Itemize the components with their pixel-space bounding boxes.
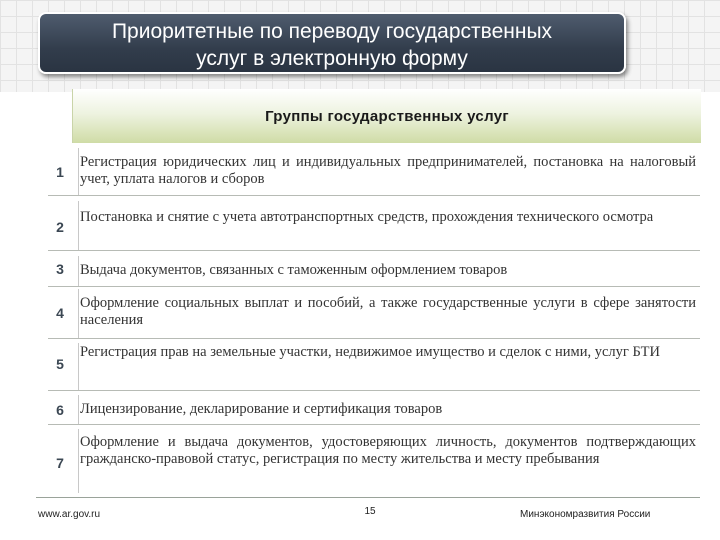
group-row-4 <box>48 289 700 339</box>
group-number: 5 <box>56 356 64 372</box>
slide-title-line-1: Приоритетные по переводу государственных <box>111 20 553 43</box>
group-text: Выдача документов, связанных с таможенным оформлением товаров <box>80 262 508 278</box>
row-divider <box>78 256 79 287</box>
group-row-6 <box>48 395 700 425</box>
group-row-2 <box>48 201 700 251</box>
row-divider <box>78 289 79 339</box>
group-text: Постановка и снятие с учета автотранспортных средств, прохождения технического осмотра <box>80 209 654 225</box>
group-row-5 <box>48 343 700 391</box>
group-number: 1 <box>56 164 64 180</box>
group-number: 4 <box>56 305 64 321</box>
row-divider <box>78 343 79 391</box>
group-number: 2 <box>56 219 64 235</box>
group-text: Оформление социальных выплат и пособий, а также государственные услуги в сфере занятости населения <box>80 295 696 328</box>
page-number: 15 <box>364 506 376 517</box>
row-rule <box>48 286 700 287</box>
footer-line <box>36 497 700 498</box>
group-text: Регистрация юридических лиц и индивидуальных предпринимателей, постановка на налоговый учет, уплата налогов и сборов <box>80 154 696 187</box>
footer-website[interactable]: www.ar.gov.ru <box>38 509 101 520</box>
row-rule <box>48 390 700 391</box>
slide-title <box>38 12 626 74</box>
group-text: Регистрация прав на земельные участки, недвижимое имущество и сделок с ними, услуг БТИ <box>80 344 660 360</box>
footer-organization: Минэкономразвития России <box>520 509 651 520</box>
row-rule <box>48 195 700 196</box>
group-number: 6 <box>56 402 64 418</box>
group-row-1 <box>48 148 700 196</box>
row-rule <box>48 424 700 425</box>
group-text: Лицензирование, декларирование и сертификация товаров <box>80 401 443 417</box>
group-row-7 <box>48 429 700 493</box>
row-divider <box>78 429 79 493</box>
section-header <box>72 89 701 143</box>
group-number: 7 <box>56 455 64 471</box>
section-header-label: Группы государственных услуг <box>265 108 509 125</box>
row-divider <box>78 201 79 251</box>
group-row-3 <box>48 256 700 287</box>
row-rule <box>48 338 700 339</box>
slide-title-line-2: услуг в электронную форму <box>196 47 468 70</box>
row-divider <box>78 395 79 425</box>
row-rule <box>48 250 700 251</box>
row-divider <box>78 148 79 196</box>
group-number: 3 <box>56 261 64 277</box>
group-text: Оформление и выдача документов, удостоверяющих личность, документов подтверждающих гражданско-правовой статус, регистрация по месту жительства и месту пребывания <box>80 434 696 467</box>
